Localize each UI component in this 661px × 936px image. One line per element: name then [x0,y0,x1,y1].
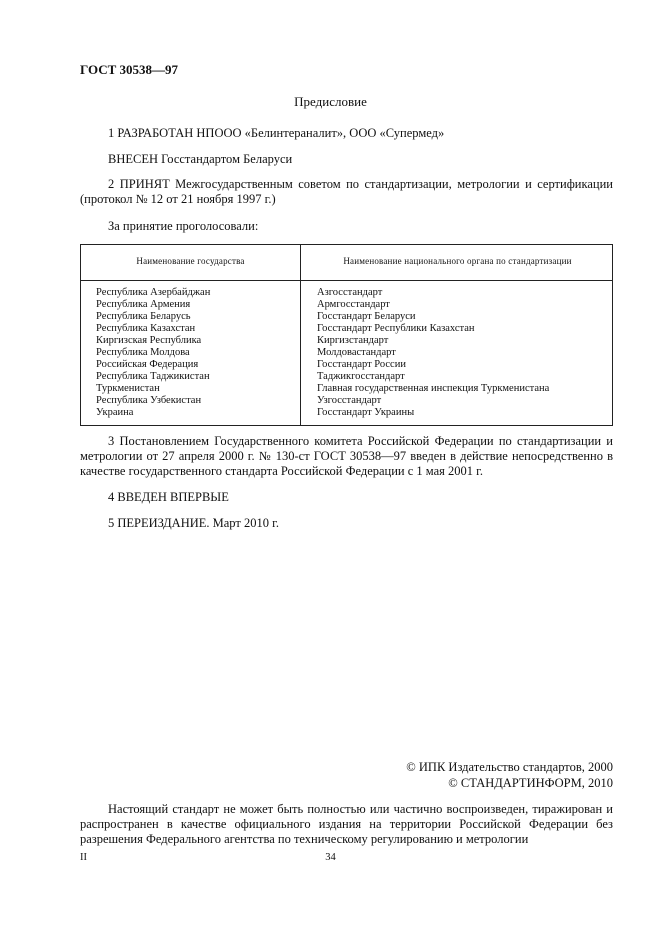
table-cell-state: Республика Таджикистан [96,371,210,382]
table-cell-state: Республика Узбекистан [96,395,202,406]
table-cell-body: Госстандарт Украины [317,407,415,418]
table-cell-state: Туркменистан [96,383,160,394]
table-cell-body: Молдовастандарт [317,347,396,358]
bodies-column [317,287,549,419]
standard-designation: ГОСТ 30538—97 [80,62,179,77]
table-cell-state: Республика Беларусь [96,311,191,322]
table-cell-state: Украина [96,407,134,418]
table-cell-body: Главная государственная инспекция Туркменистана [317,383,550,394]
table-cell-state: Киргизская Республика [96,335,202,346]
roman-page-number: II [80,852,87,863]
table-cell-body: Госстандарт Беларуси [317,311,416,322]
table-cell-body: Таджикгосстандарт [317,371,405,382]
table-cell-body: Киргизстандарт [317,335,389,346]
item-1-developed: 1 РАЗРАБОТАН НПООО «Белинтераналит», ООО «Супермед» [108,126,445,140]
table-cell-state: Республика Армения [96,299,191,310]
item-5-reissue: 5 ПЕРЕИЗДАНИЕ. Март 2010 г. [108,516,279,530]
table-cell-body: Госстандарт России [317,359,406,370]
table-cell-state: Республика Казахстан [96,323,196,334]
copyright-line-1: © ИПК Издательство стандартов, 2000 [406,760,613,774]
table-header-body: Наименование национального органа по стандартизации [343,256,572,266]
table-cell-state: Республика Азербайджан [96,287,211,298]
voting-table [80,244,613,426]
reproduction-notice: Настоящий стандарт не может быть полностью или частично воспроизведен, тиражирован и распространен в качестве официального издания на территории Российской Федерации без разрешения Федерального агентства по техническому регулированию и метрологии [80,802,613,846]
voted-label: За принятие проголосовали: [108,219,259,233]
table-cell-body: Узгосстандарт [317,395,382,406]
table-header-state: Наименование государства [136,256,245,266]
table-cell-state: Российская Федерация [96,359,199,370]
table-column-divider [300,245,301,425]
item-2-adopted: 2 ПРИНЯТ Межгосударственным советом по стандартизации, метрологии и сертификации (протокол № 12 от 21 ноября 1997 г.) [80,177,613,206]
table-cell-body: Госстандарт Республики Казахстан [317,323,475,334]
states-column [96,287,210,419]
copyright-line-2: © СТАНДАРТИНФОРМ, 2010 [448,776,613,790]
table-cell-state: Республика Молдова [96,347,190,358]
introduced-by: ВНЕСЕН Госстандартом Беларуси [108,152,293,166]
table-cell-body: Армгосстандарт [317,299,390,310]
item-4-first-introduced: 4 ВВЕДЕН ВПЕРВЫЕ [108,490,229,504]
table-header-divider [81,280,612,281]
item-3-resolution: 3 Постановлением Государственного комитета Российской Федерации по стандартизации и метрологии от 27 апреля 2000 г. № 130-ст ГОСТ 30538—97 введен в действие непосредственно в качестве государственного стандарта Российской Федерации с 1 мая 2001 г. [80,434,613,478]
page-title: Предисловие [294,94,367,109]
table-cell-body: Азгосстандарт [317,287,383,298]
page-number: 34 [325,852,336,863]
